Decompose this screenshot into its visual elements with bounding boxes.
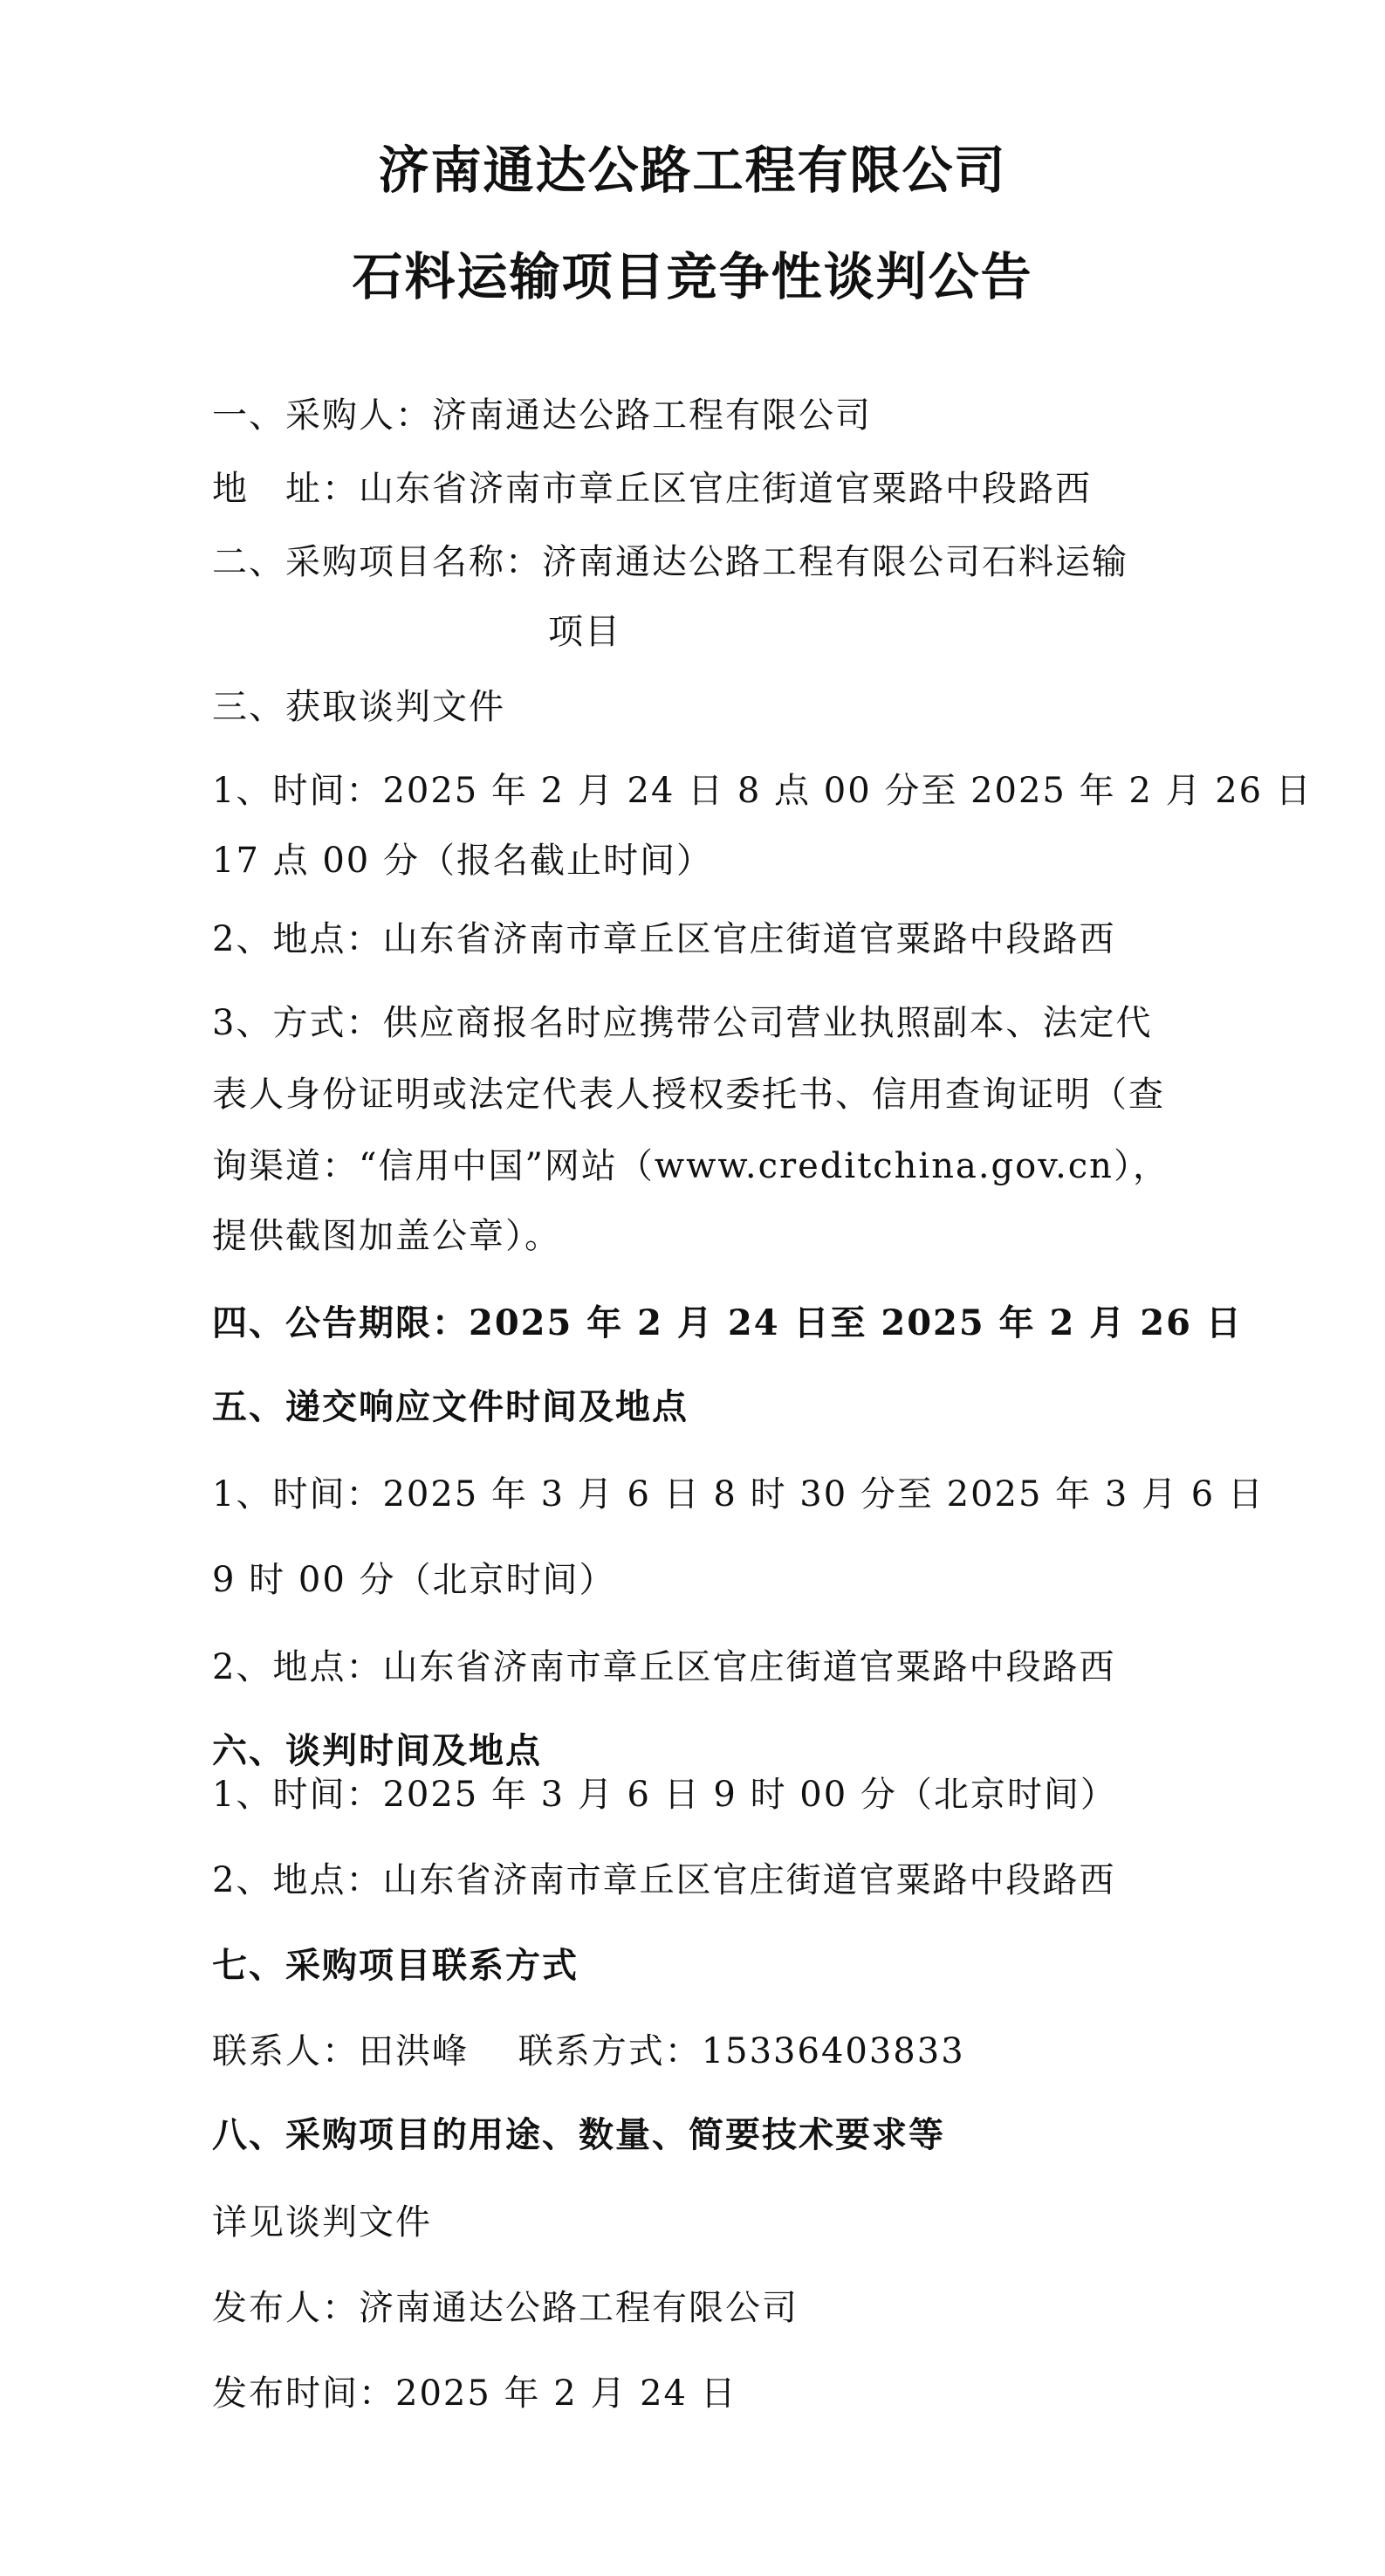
negotiation-place-line: 2、地点：山东省济南市章丘区官庄街道官粟路中段路西 bbox=[212, 1860, 1116, 1900]
submit-time-line-1: 1、时间：2025 年 3 月 6 日 8 时 30 分至 2025 年 3 月 6 日 bbox=[212, 1474, 1265, 1515]
obtain-method-line-1: 3、方式：供应商报名时应携带公司营业执照副本、法定代 bbox=[212, 1003, 1153, 1043]
obtain-place-line: 2、地点：山东省济南市章丘区官庄街道官粟路中段路西 bbox=[212, 919, 1116, 959]
title-line-2: 石料运输项目竞争性谈判公告 bbox=[352, 247, 1033, 306]
purchaser-line: 一、采购人：济南通达公路工程有限公司 bbox=[212, 395, 872, 436]
negotiation-time-line: 1、时间：2025 年 3 月 6 日 9 时 00 分（北京时间） bbox=[212, 1775, 1117, 1815]
project-name-line-2: 项目 bbox=[548, 612, 621, 652]
obtain-method-line-3: 询渠道：“信用中国”网站（www.creditchina.gov.cn）， bbox=[212, 1146, 1169, 1186]
submit-time-line-2: 9 时 00 分（北京时间） bbox=[212, 1560, 616, 1600]
notice-period-line: 四、公告期限：2025 年 2 月 24 日至 2025 年 2 月 26 日 bbox=[212, 1302, 1243, 1343]
obtain-time-line-2: 17 点 00 分（报名截止时间） bbox=[212, 841, 713, 881]
section5-heading: 五、递交响应文件时间及地点 bbox=[212, 1386, 689, 1427]
publisher-line: 发布人：济南通达公路工程有限公司 bbox=[212, 2288, 799, 2328]
contact-line: 联系人：田洪峰 联系方式：15336403833 bbox=[212, 2031, 965, 2071]
section3-heading: 三、获取谈判文件 bbox=[212, 687, 505, 727]
section8-heading: 八、采购项目的用途、数量、简要技术要求等 bbox=[212, 2114, 945, 2155]
title-line-1: 济南通达公路工程有限公司 bbox=[378, 141, 1007, 200]
section8-detail: 详见谈判文件 bbox=[212, 2202, 432, 2243]
publish-date-line: 发布时间：2025 年 2 月 24 日 bbox=[212, 2373, 737, 2414]
address-line: 地 址：山东省济南市章丘区官庄街道官粟路中段路西 bbox=[212, 469, 1092, 509]
section6-heading: 六、谈判时间及地点 bbox=[212, 1730, 542, 1771]
project-name-line-1: 二、采购项目名称：济南通达公路工程有限公司石料运输 bbox=[212, 542, 1128, 582]
section7-heading: 七、采购项目联系方式 bbox=[212, 1945, 579, 1986]
obtain-method-line-4: 提供截图加盖公章）。 bbox=[212, 1216, 561, 1256]
obtain-method-line-2: 表人身份证明或法定代表人授权委托书、信用查询证明（查 bbox=[212, 1075, 1165, 1115]
submit-place-line: 2、地点：山东省济南市章丘区官庄街道官粟路中段路西 bbox=[212, 1647, 1116, 1687]
obtain-time-line-1: 1、时间：2025 年 2 月 24 日 8 点 00 分至 2025 年 2 月 26 日 bbox=[212, 771, 1313, 811]
